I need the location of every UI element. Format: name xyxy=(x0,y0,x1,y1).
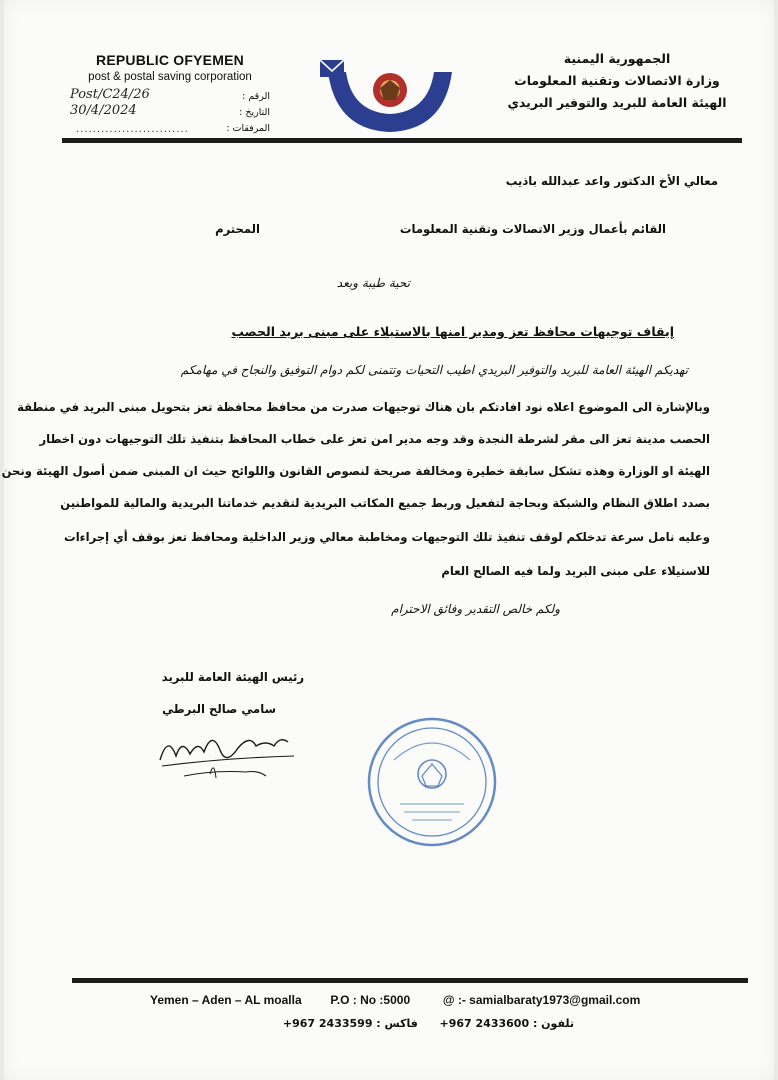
footer-phone-line xyxy=(274,1017,574,1030)
subject-line: إيقاف توجيهات محافظ تعز ومدير امنها بالاستيلاء على مبنى بريد الحصب xyxy=(231,324,674,339)
body-line-3: الحصب مدينة تعز الى مقر لشرطة النجدة وقد وجه مدير امن تعز على خطاب المحافظ بتنفيذ تلك التوجيهات دون اخطار xyxy=(39,432,710,446)
footer-email: @ :- samialbaraty1973@gmail.com xyxy=(442,993,641,1007)
body-line-5: بصدد اطلاق النظام والشبكة وبحاجة لتفعيل وربط جميع المكاتب البريدية لتقديم خدماتنا البريدية والمالية للمواطنين xyxy=(60,496,710,510)
addressee-title: القائم بأعمال وزير الاتصالات وتقنية المعلومات xyxy=(399,222,666,236)
attachments-label: المرفقات : xyxy=(226,123,270,134)
body-line-4: الهيئة او الوزارة وهذه تشكل سابقة خطيرة ومخالفة صريحة لنصوص القانون واللوائح حيث ان المبنى ضمن أصول الهيئة ونحن xyxy=(1,464,710,478)
signatory-name: سامي صالح البرطي xyxy=(162,702,276,716)
body-line-7: للاستيلاء على مبنى البريد ولما فيه الصالح العام xyxy=(441,564,710,578)
post-horn-logo xyxy=(318,54,458,138)
footer-po-box: P.O : No :5000 xyxy=(330,993,411,1007)
date-row xyxy=(70,103,270,123)
footer-phone: تلفون : 2433600 967+ xyxy=(439,1017,574,1030)
addressee-honorific: المحترم xyxy=(215,222,260,236)
attachments-blank: ........................... xyxy=(76,124,189,135)
arabic-country-name: الجمهورية اليمنية xyxy=(563,51,671,66)
english-header xyxy=(70,52,270,141)
arabic-header xyxy=(502,48,732,114)
letter-page xyxy=(1,0,774,1080)
closing: ولكم خالص التقدير وفائق الاحترام xyxy=(391,602,560,616)
footer-address-line xyxy=(150,993,670,1007)
reference-number-value: Post/C24/26 xyxy=(70,87,150,102)
footer-fax: فاكس : 2433599 967+ xyxy=(282,1017,418,1030)
footer-address: Yemen – Aden – AL moalla xyxy=(150,993,302,1007)
attachments-row xyxy=(70,123,270,139)
greeting: تحية طيبة وبعد xyxy=(336,276,410,290)
english-corporation-name: post & postal saving corporation xyxy=(88,71,252,83)
footer-divider xyxy=(72,978,748,983)
handwritten-signature xyxy=(154,720,304,790)
arabic-ministry-name: وزارة الاتصالات وتقنية المعلومات xyxy=(514,73,720,88)
date-label: التاريخ : xyxy=(239,107,270,118)
body-line-2: وبالإشارة الى الموضوع اعلاه نود افادتكم بان هناك توجيهات صدرت من محافظ محافظة تعز بتحويل مبنى البريد في منطقة xyxy=(17,400,710,414)
body-line-1: تهديكم الهيئة العامة للبريد والتوفير البريدي اطيب التحيات وتتمنى لكم دوام التوفيق والنجاح في مهامكم xyxy=(180,363,688,377)
reference-number-label: الرقم : xyxy=(242,91,270,102)
addressee-name: معالي الأخ الدكتور واعد عبدالله باذيب xyxy=(505,174,718,188)
body-line-6: وعليه نامل سرعة تدخلكم لوقف تنفيذ تلك التوجيهات ومخاطبة معالي وزير الداخلية ومحافظ تعز بوقف أي إجراءات xyxy=(64,530,710,544)
date-value: 30/4/2024 xyxy=(70,103,137,118)
signatory-title: رئيس الهيئة العامة للبريد xyxy=(161,670,304,684)
header-divider xyxy=(62,138,742,143)
official-stamp xyxy=(364,714,500,850)
english-country-name: REPUBLIC OFYEMEN xyxy=(96,52,244,68)
arabic-authority-name: الهيئة العامة للبريد والتوفير البريدي xyxy=(507,95,727,110)
